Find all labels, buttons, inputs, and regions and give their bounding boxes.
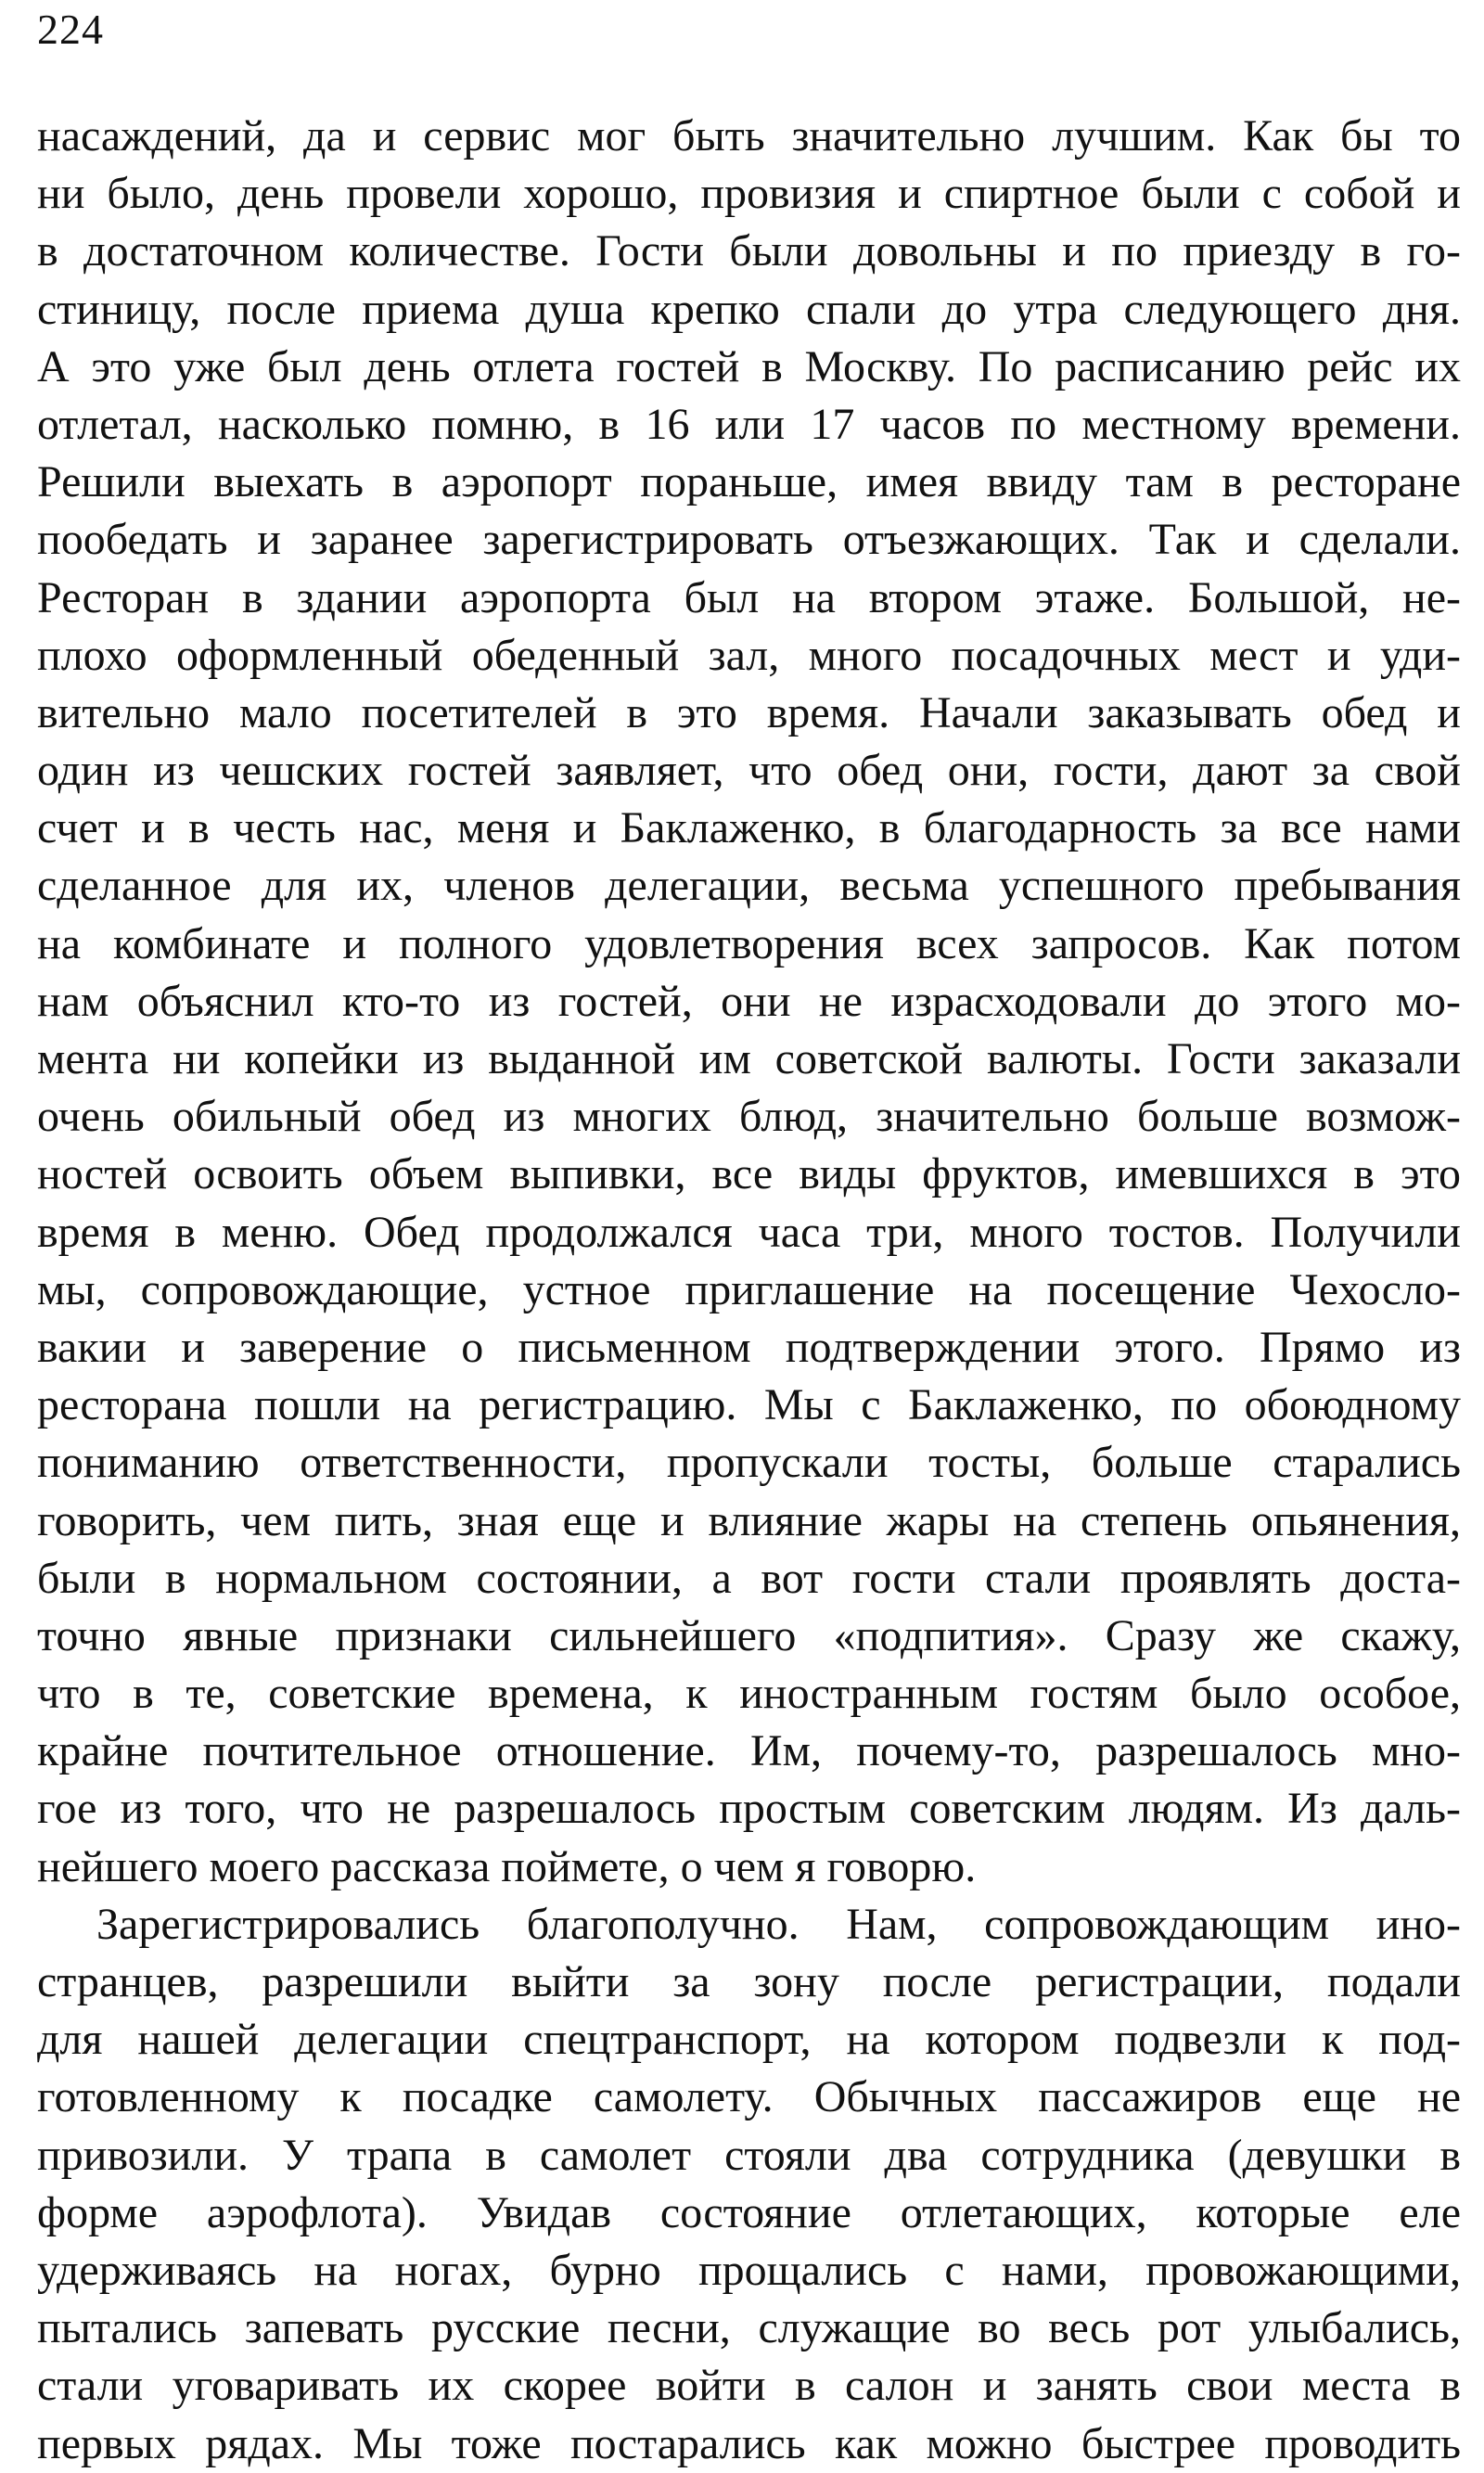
text-line: счет и в честь нас, меня и Баклаженко, в благодарность за все нами — [37, 803, 1461, 853]
text-line: нейшего моего рассказа поймете, о чем я говорю. — [37, 1841, 977, 1891]
paragraph — [37, 1896, 1461, 2473]
text-line: первых рядах. Мы тоже постарались как можно быстрее проводить — [37, 2418, 1461, 2468]
text-line: время в меню. Обед продолжался часа три, много тостов. Получили — [37, 1207, 1461, 1257]
text-line: пообедать и заранее зарегистрировать отъезжающих. Так и сделали. — [37, 515, 1461, 565]
text-line: Ресторан в здании аэропорта был на втором этаже. Большой, не- — [37, 572, 1461, 622]
text-line: Зарегистрировались благополучно. Нам, сопровождающим ино- — [96, 1899, 1461, 1949]
text-line: насаждений, да и сервис мог быть значительно лучшим. Как бы то — [37, 111, 1461, 160]
text-line: гое из того, что не разрешалось простым советским людям. Из даль- — [37, 1784, 1461, 1834]
text-line: ни было, день провели хорошо, провизия и спиртное были с собой и — [37, 169, 1461, 219]
page-number: 224 — [37, 6, 104, 53]
text-line: мента ни копейки из выданной им советской валюты. Гости заказали — [37, 1034, 1461, 1083]
text-line: плохо оформленный обеденный зал, много посадочных мест и уди- — [37, 630, 1461, 680]
text-line: отлетал, насколько помню, в 16 или 17 часов по местному времени. — [37, 399, 1461, 449]
text-line: мы, сопровождающие, устное приглашение на посещение Чехосло- — [37, 1264, 1461, 1314]
text-line: в достаточном количестве. Гости были довольны и по приезду в го- — [37, 226, 1461, 276]
text-line: крайне почтительное отношение. Им, почему-то, разрешалось мно- — [37, 1726, 1461, 1776]
text-line: ресторана пошли на регистрацию. Мы с Баклаженко, по обоюдному — [37, 1380, 1461, 1430]
text-line: Решили выехать в аэропорт пораньше, имея ввиду там в ресторане — [37, 457, 1461, 507]
text-line: один из чешских гостей заявляет, что обед они, гости, дают за свой — [37, 746, 1461, 796]
text-line: вительно мало посетителей в это время. Начали заказывать обед и — [37, 687, 1461, 737]
text-line: для нашей делегации спецтранспорт, на котором подвезли к под- — [37, 2015, 1461, 2065]
text-line: очень обильный обед из многих блюд, значительно больше возмож- — [37, 1092, 1461, 1142]
text-line: ностей освоить объем выпивки, все виды фруктов, имевшихся в это — [37, 1149, 1461, 1199]
text-line: точно явные признаки сильнейшего «подпития». Сразу же скажу, — [37, 1610, 1461, 1660]
text-line: пониманию ответственности, пропускали тосты, больше старались — [37, 1438, 1461, 1488]
text-line: стиницу, после приема душа крепко спали до утра следующего дня. — [37, 284, 1461, 334]
body-text — [37, 108, 1461, 2473]
text-line: стали уговаривать их скорее войти в салон и занять свои места в — [37, 2361, 1461, 2411]
text-line: странцев, разрешили выйти за зону после регистрации, подали — [37, 1957, 1461, 2006]
text-line: говорить, чем пить, зная еще и влияние жары на степень опьянения, — [37, 1495, 1461, 1545]
text-line: вакии и заверение о письменном подтверждении этого. Прямо из — [37, 1322, 1461, 1372]
text-line: А это уже был день отлета гостей в Москву. По расписанию рейс их — [37, 341, 1461, 391]
text-line: удерживаясь на ногах, бурно прощались с нами, провожающими, — [37, 2245, 1461, 2295]
text-line: сделанное для их, членов делегации, весьма успешного пребывания — [37, 861, 1461, 911]
text-line: форме аэрофлота). Увидав состояние отлетающих, которые еле — [37, 2187, 1461, 2237]
text-line: на комбинате и полного удовлетворения всех запросов. Как потом — [37, 918, 1461, 968]
text-line: привозили. У трапа в самолет стояли два сотрудника (девушки в — [37, 2130, 1461, 2180]
text-line: готовленному к посадке самолету. Обычных пассажиров еще не — [37, 2072, 1461, 2122]
text-line: были в нормальном состоянии, а вот гости стали проявлять доста- — [37, 1553, 1461, 1603]
text-line: что в те, советские времена, к иностранным гостям было особое, — [37, 1669, 1461, 1719]
text-line: пытались запевать русские песни, служащие во весь рот улыбались, — [37, 2303, 1461, 2353]
text-line: нам объяснил кто-то из гостей, они не израсходовали до этого мо- — [37, 976, 1461, 1026]
paragraph — [37, 108, 1461, 1896]
